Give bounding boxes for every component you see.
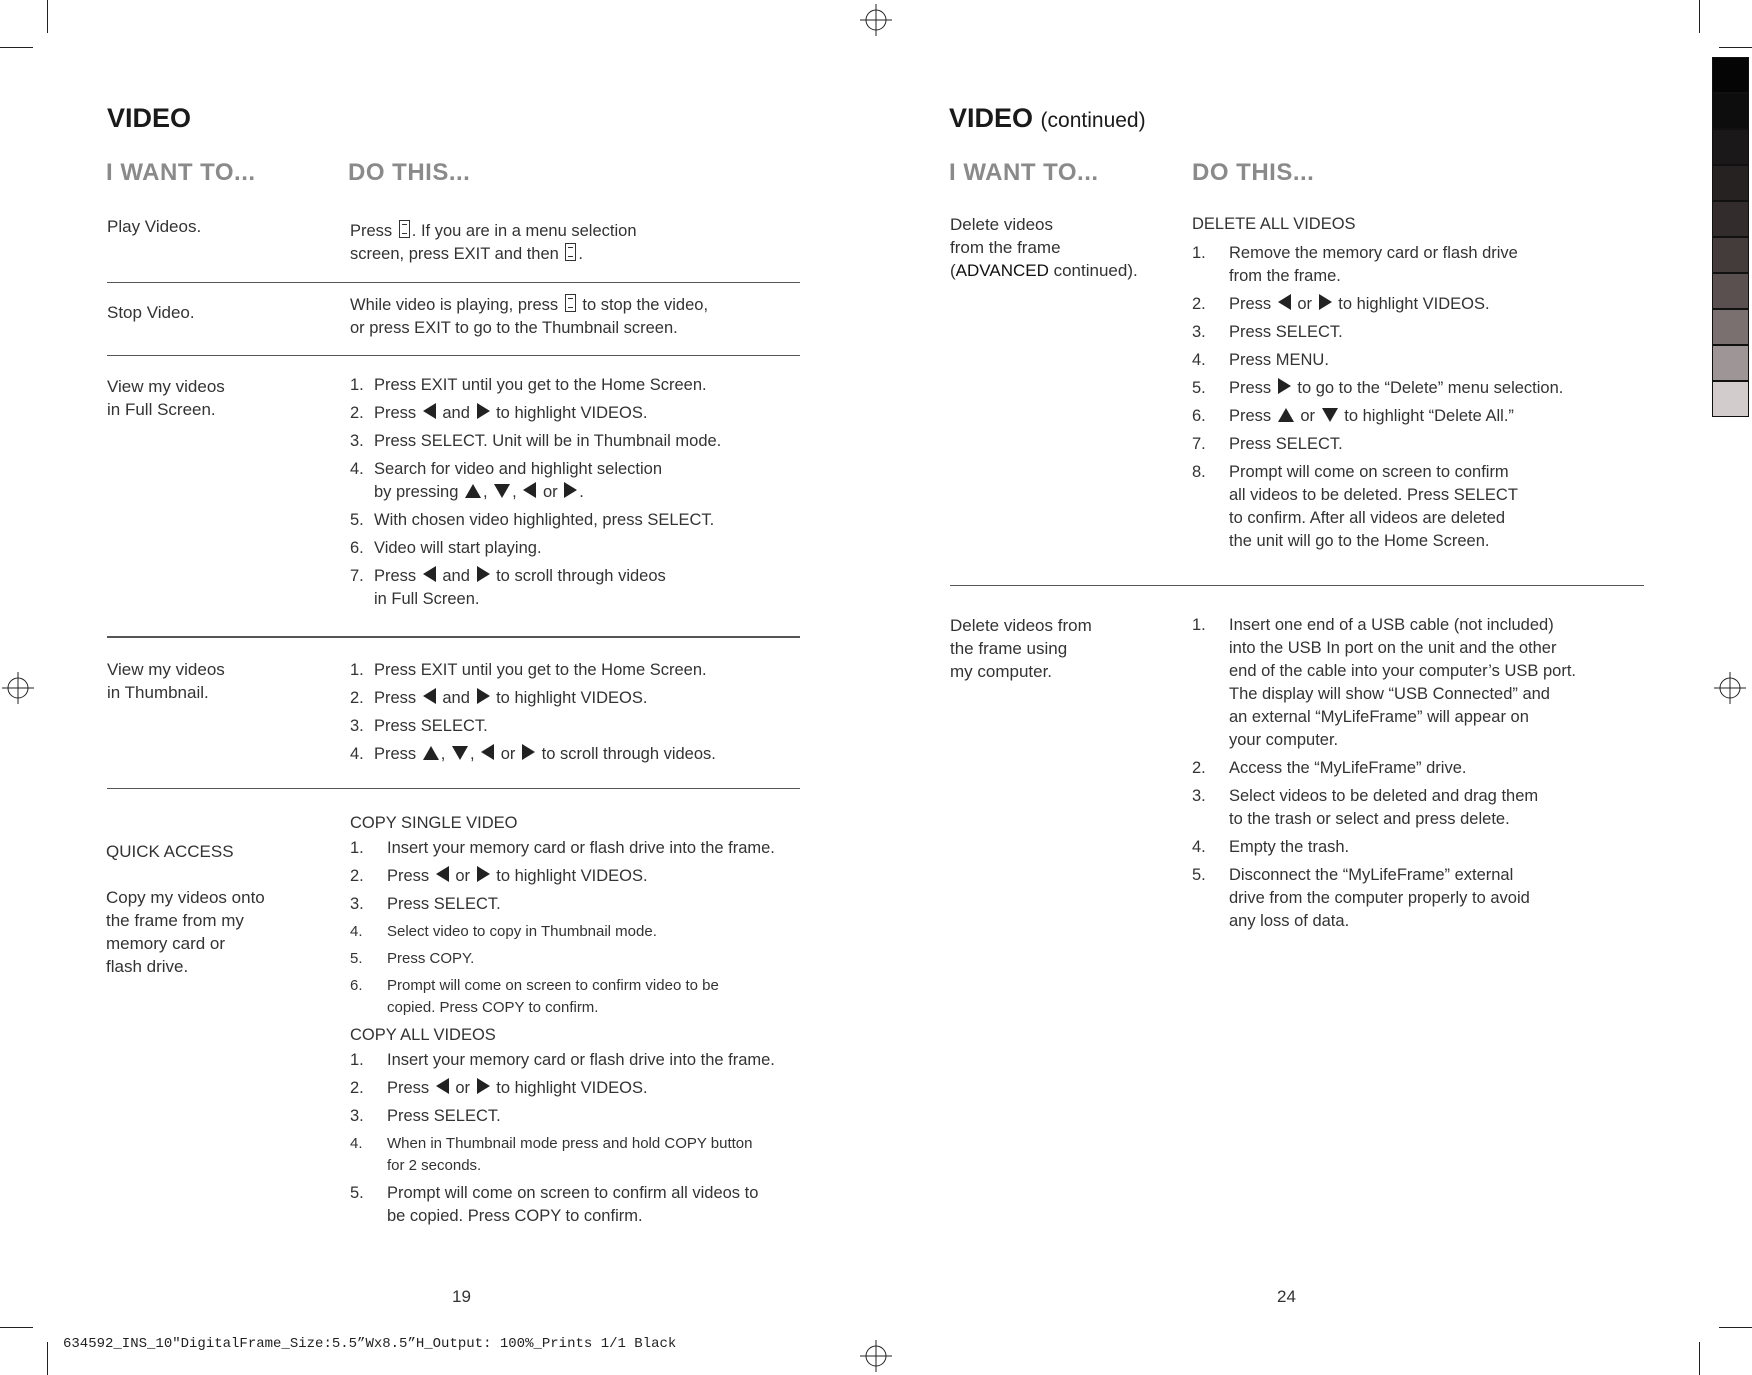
page-number: 19 <box>452 1287 471 1306</box>
right-arrow-icon <box>477 688 490 704</box>
swatch <box>1712 57 1749 93</box>
left-arrow-icon <box>436 866 449 882</box>
divider <box>107 788 800 789</box>
item-number: 4. <box>350 1135 363 1152</box>
text: Press <box>374 404 417 422</box>
swatch <box>1712 237 1749 273</box>
item-number: 3. <box>350 895 364 913</box>
text: Press MENU. <box>1229 351 1329 369</box>
left-arrow-icon <box>423 566 436 582</box>
text: Search for video and highlight selection <box>374 460 663 478</box>
item-number: 3. <box>350 1107 364 1125</box>
swatch <box>1712 345 1749 381</box>
item-number: 4. <box>350 923 363 940</box>
text: Press <box>374 689 417 707</box>
item-number: 1. <box>350 661 364 679</box>
text: Press <box>374 567 417 585</box>
item-number: 1. <box>350 1051 364 1069</box>
left-arrow-icon <box>481 744 494 760</box>
film-icon <box>399 220 410 238</box>
text: Disconnect the “MyLifeFrame” external drive from the computer properly to avoid any loss of data. <box>1229 866 1530 930</box>
text: , <box>440 745 446 763</box>
text: Access the “MyLifeFrame” drive. <box>1229 759 1467 777</box>
text: While video is playing, press <box>350 296 559 314</box>
down-arrow-icon <box>494 484 510 498</box>
swatch <box>1712 201 1749 237</box>
crop-mark <box>0 1327 33 1328</box>
item-number: 6. <box>350 977 363 994</box>
swatch <box>1712 381 1749 417</box>
want-stop-video: Stop Video. <box>107 303 195 322</box>
swatch <box>1712 165 1749 201</box>
text: Press SELECT. <box>1229 435 1343 453</box>
text: ADVANCED <box>955 261 1049 280</box>
text: or <box>1297 295 1313 313</box>
swatch <box>1712 129 1749 165</box>
down-arrow-icon <box>452 746 468 760</box>
item-number: 2. <box>350 1079 364 1097</box>
item-number: 6. <box>1192 407 1206 425</box>
text: Insert your memory card or flash drive into the frame. <box>387 1051 775 1069</box>
page-title: VIDEO <box>107 103 192 133</box>
copy-all-heading: COPY ALL VIDEOS <box>350 1026 496 1044</box>
item-number: 2. <box>350 404 364 422</box>
left-arrow-icon <box>436 1078 449 1094</box>
crop-mark <box>1719 47 1752 48</box>
item-number: 1. <box>1192 244 1206 262</box>
right-arrow-icon <box>522 744 535 760</box>
title-continued: (continued) <box>1040 109 1146 132</box>
right-arrow-icon <box>477 566 490 582</box>
text: , <box>482 483 488 501</box>
text: Delete videos from the frame ( <box>950 215 1061 280</box>
swatch <box>1712 93 1749 129</box>
want-quick-access <box>106 817 265 1001</box>
column-heading-want: I WANT TO... <box>949 159 1099 186</box>
text: , <box>512 483 517 501</box>
right-arrow-icon <box>1319 294 1332 310</box>
item-number: 3. <box>350 432 364 450</box>
up-arrow-icon <box>1278 408 1294 422</box>
swatch <box>1712 273 1749 309</box>
right-arrow-icon <box>477 866 490 882</box>
text: When in Thumbnail mode press and hold COPY button for 2 seconds. <box>387 1135 753 1174</box>
text: to stop the video, <box>582 296 709 314</box>
left-arrow-icon <box>523 482 536 498</box>
item-number: 8. <box>1192 463 1206 481</box>
text: Press SELECT. <box>1229 323 1343 341</box>
divider <box>107 636 800 638</box>
up-arrow-icon <box>423 746 439 760</box>
text: Press <box>1229 379 1272 397</box>
item-number: 2. <box>1192 759 1206 777</box>
text: Press SELECT. <box>374 717 488 735</box>
registration-mark-icon <box>860 1340 892 1372</box>
item-number: 7. <box>350 567 364 585</box>
text: continued). <box>1048 261 1138 280</box>
text: or <box>455 1079 471 1097</box>
text: Press <box>374 745 417 763</box>
text: by pressing <box>374 483 459 501</box>
delete-all-heading: DELETE ALL VIDEOS <box>1192 215 1356 233</box>
text: Press <box>387 1079 430 1097</box>
left-arrow-icon <box>423 688 436 704</box>
up-arrow-icon <box>465 484 481 498</box>
item-number: 1. <box>350 376 364 394</box>
page-title <box>949 103 1146 134</box>
down-arrow-icon <box>1322 408 1338 422</box>
left-arrow-icon <box>423 403 436 419</box>
text: Remove the memory card or flash drive from the frame. <box>1229 244 1518 285</box>
text: or <box>500 745 516 763</box>
text: Prompt will come on screen to confirm all videos to be copied. Press COPY to confirm. <box>387 1184 759 1225</box>
text: screen, press EXIT and then <box>350 245 559 263</box>
item-number: 5. <box>1192 379 1206 397</box>
do-full-screen <box>350 374 800 616</box>
text: to scroll through videos <box>496 567 666 585</box>
do-thumbnail <box>350 659 800 771</box>
text: Press SELECT. <box>387 895 501 913</box>
text: Insert one end of a USB cable (not included) into the USB In port on the unit and the other end of the cable into your computer’s USB port. The display will show “USB Connected” and an external “MyLifeFrame” will appear on your computer. <box>1229 616 1576 749</box>
crop-mark <box>0 47 33 48</box>
copy-single-heading: COPY SINGLE VIDEO <box>350 814 518 832</box>
text: Select videos to be deleted and drag them to the trash or select and press delete. <box>1229 787 1539 828</box>
want-play-videos: Play Videos. <box>107 217 202 236</box>
do-stop-video <box>350 294 800 340</box>
divider <box>950 585 1644 586</box>
column-heading-do: DO THIS... <box>1192 159 1315 186</box>
text: , <box>469 745 475 763</box>
registration-mark-icon <box>1714 672 1746 704</box>
item-number: 1. <box>1192 616 1206 634</box>
text: to highlight “Delete All.” <box>1344 407 1514 425</box>
text: With chosen video highlighted, press SELECT. <box>374 511 715 529</box>
page-number: 24 <box>1277 1287 1296 1306</box>
text: and <box>442 567 470 585</box>
column-heading-want: I WANT TO... <box>106 159 256 186</box>
want-delete-computer: Delete videos from the frame using my computer. <box>950 616 1092 681</box>
item-number: 3. <box>1192 787 1206 805</box>
want-thumbnail: View my videos in Thumbnail. <box>107 660 225 702</box>
want-full-screen: View my videos in Full Screen. <box>107 377 225 419</box>
item-number: 5. <box>1192 866 1206 884</box>
text: Press SELECT. Unit will be in Thumbnail mode. <box>374 432 722 450</box>
text: Select video to copy in Thumbnail mode. <box>387 923 657 940</box>
text: to highlight VIDEOS. <box>496 689 648 707</box>
item-number: 7. <box>1192 435 1206 453</box>
item-number: 4. <box>350 745 364 763</box>
crop-mark <box>1699 1342 1700 1375</box>
text: Press EXIT until you get to the Home Screen. <box>374 376 707 394</box>
do-delete-computer <box>1192 614 1612 938</box>
text: Press <box>387 867 430 885</box>
column-heading-do: DO THIS... <box>348 159 471 186</box>
crop-mark <box>47 0 48 33</box>
text: Copy my videos onto the frame from my memory card or flash drive. <box>106 888 265 976</box>
right-arrow-icon <box>477 1078 490 1094</box>
crop-mark <box>1719 1327 1752 1328</box>
text: or press EXIT to go to the Thumbnail screen. <box>350 319 678 337</box>
text: to highlight VIDEOS. <box>496 867 648 885</box>
right-arrow-icon <box>564 482 577 498</box>
text: Empty the trash. <box>1229 838 1350 856</box>
text: Press SELECT. <box>387 1107 501 1125</box>
text: in Full Screen. <box>374 590 480 608</box>
text: Press <box>1229 407 1272 425</box>
item-number: 4. <box>1192 351 1206 369</box>
text: Prompt will come on screen to confirm video to be copied. Press COPY to confirm. <box>387 977 719 1016</box>
text: to highlight VIDEOS. <box>496 404 648 422</box>
text: Press COPY. <box>387 950 475 967</box>
text: Press <box>350 222 393 240</box>
text: . <box>579 483 584 501</box>
item-number: 2. <box>350 689 364 707</box>
text: or <box>1300 407 1316 425</box>
quick-access-heading: QUICK ACCESS <box>106 842 234 861</box>
item-number: 3. <box>350 717 364 735</box>
text: or <box>542 483 558 501</box>
left-arrow-icon <box>1278 294 1291 310</box>
text: to highlight VIDEOS. <box>1338 295 1490 313</box>
item-number: 4. <box>1192 838 1206 856</box>
text: Press EXIT until you get to the Home Screen. <box>374 661 707 679</box>
film-icon <box>565 243 576 261</box>
swatch <box>1712 309 1749 345</box>
crop-mark <box>47 1342 48 1375</box>
item-number: 3. <box>1192 323 1206 341</box>
want-delete-all <box>950 213 1138 282</box>
item-number: 6. <box>350 539 364 557</box>
text: and <box>442 689 470 707</box>
item-number: 5. <box>350 511 364 529</box>
item-number: 5. <box>350 950 363 967</box>
item-number: 4. <box>350 460 364 478</box>
item-number: 5. <box>350 1184 364 1202</box>
text: . <box>578 245 583 263</box>
text: or <box>455 867 471 885</box>
do-delete-all <box>1192 213 1612 558</box>
text: Prompt will come on screen to confirm all videos to be deleted. Press SELECT to confirm. After all videos are deleted the unit will go to the Home Screen. <box>1229 463 1518 550</box>
text: to scroll through videos. <box>541 745 716 763</box>
item-number: 2. <box>350 867 364 885</box>
text: Press <box>1229 295 1272 313</box>
do-quick-access <box>350 812 802 1233</box>
right-arrow-icon <box>477 403 490 419</box>
print-slug: 634592_INS_10"DigitalFrame_Size:5.5”Wx8.5”H_Output: 100%_Prints 1/1 Black <box>63 1336 677 1352</box>
registration-mark-icon <box>2 672 34 704</box>
text: Insert your memory card or flash drive into the frame. <box>387 839 775 857</box>
text: to highlight VIDEOS. <box>496 1079 648 1097</box>
divider <box>107 282 800 283</box>
film-icon <box>565 294 576 312</box>
item-number: 1. <box>350 839 364 857</box>
text: . If you are in a menu selection <box>411 222 637 240</box>
text: VIDEO <box>949 103 1034 133</box>
right-arrow-icon <box>1278 378 1291 394</box>
text: and <box>442 404 470 422</box>
text: Video will start playing. <box>374 539 542 557</box>
do-play-videos <box>350 220 800 266</box>
registration-mark-icon <box>860 4 892 36</box>
divider <box>107 355 800 356</box>
text: to go to the “Delete” menu selection. <box>1297 379 1564 397</box>
crop-mark <box>1699 0 1700 33</box>
item-number: 2. <box>1192 295 1206 313</box>
